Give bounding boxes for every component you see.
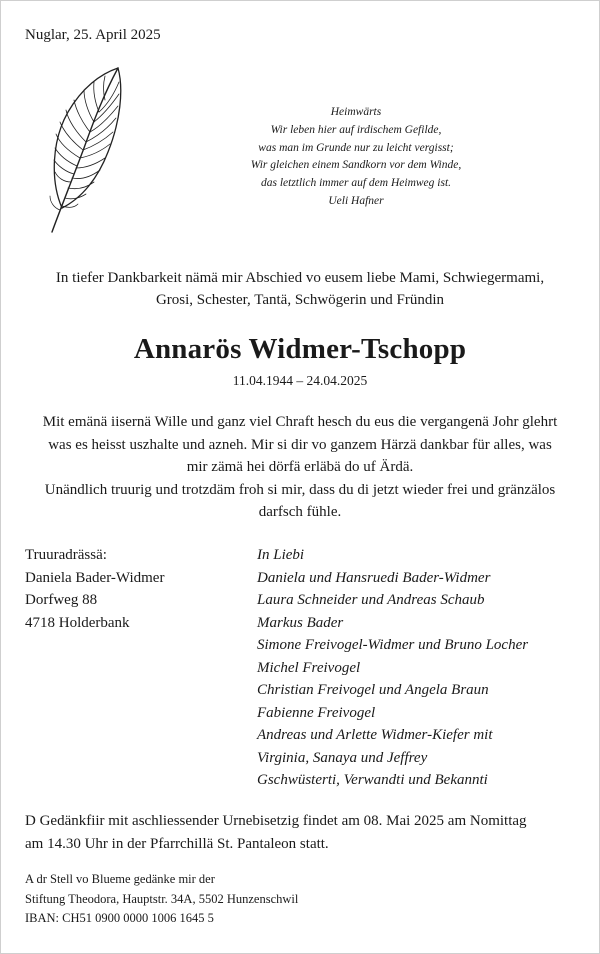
message-line: was es heisst uszhalte und azneh. Mir si dir vo ganzem Härzä dankbar für alles, was <box>48 436 552 453</box>
mourner-line: Christian Freivogel und Angela Braun <box>257 682 489 698</box>
donation-line: A dr Stell vo Blueme gedänke mir der <box>25 872 215 886</box>
address-line: 4718 Holderbank <box>25 614 130 631</box>
poem-line: was man im Grunde nur zu leicht vergisst; <box>258 141 454 154</box>
mourners-heading: In Liebi <box>257 547 305 563</box>
poem-line: Wir leben hier auf irdischem Gefilde, <box>270 123 442 136</box>
message-line: Mit emänä iisernä Wille und ganz viel Chraft hesch du eus die vergangenä Johr glehrt <box>42 414 558 430</box>
life-dates: 11.04.1944 – 24.04.2025 <box>232 373 368 388</box>
poem-title: Heimwärts <box>330 106 382 118</box>
poem-line: Wir gleichen einem Sandkorn vor dem Winde, <box>250 159 462 172</box>
memorial-line: D Gedänkfiir mit aschliessender Urnebisetzig findet am 08. Mai 2025 am Nomittag <box>25 813 527 829</box>
place-date: Nuglar, 25. April 2025 <box>25 27 161 43</box>
mourner-line: Gschwüsterti, Verwandti und Bekannti <box>257 772 488 788</box>
message-line: darfsch fühle. <box>258 504 342 520</box>
address-line: Daniela Bader-Widmer <box>25 569 165 586</box>
mourner-line: Laura Schneider und Andreas Schaub <box>257 592 485 608</box>
mourner-line: Michel Freivogel <box>257 659 361 676</box>
mourners-list <box>257 544 528 792</box>
memorial-line: am 14.30 Uhr in der Pfarrchillä St. Pantaleon statt. <box>25 835 329 852</box>
intro-line: In tiefer Dankbarkeit nämä mir Abschied vo eusem liebe Mami, Schwiegermami, <box>55 270 545 286</box>
mourner-line: Fabienne Freivogel <box>257 704 376 721</box>
mourning-address <box>25 544 164 634</box>
mourner-line: Daniela und Hansruedi Bader-Widmer <box>257 569 491 586</box>
donation-info <box>25 870 298 929</box>
address-label: Truuradrässä: <box>25 547 107 563</box>
mourner-line: Markus Bader <box>257 614 344 631</box>
address-line: Dorfweg 88 <box>25 592 98 608</box>
mourner-line: Virginia, Sanaya und Jeffrey <box>257 749 428 766</box>
memorial-notice <box>25 810 585 855</box>
farewell-message <box>20 411 580 524</box>
message-line: mir zämä hei dörfä erläbä do uf Ärdä. <box>186 459 414 475</box>
poem <box>230 104 482 211</box>
donation-line: Stiftung Theodora, Hauptstr. 34A, 5502 Hunzenschwil <box>25 891 299 906</box>
message-line: Unändlich truurig und trotzdäm froh si mir, dass du di jetzt wieder frei und gränzälos <box>44 481 556 498</box>
mourner-line: Simone Freivogel-Widmer und Bruno Locher <box>257 637 529 653</box>
mourner-line: Andreas und Arlette Widmer-Kiefer mit <box>257 727 493 743</box>
intro-line: Grosi, Schester, Tantä, Schwögerin und Fründin <box>155 292 445 308</box>
donation-iban: IBAN: CH51 0900 0000 1006 1645 5 <box>25 911 214 925</box>
poem-author: Ueli Hafner <box>328 194 384 207</box>
poem-line: das letztlich immer auf dem Heimweg ist. <box>260 177 452 190</box>
deceased-name: Annarös Widmer-Tschopp <box>133 333 467 365</box>
intro-text <box>20 267 580 311</box>
feather-icon <box>38 60 130 240</box>
